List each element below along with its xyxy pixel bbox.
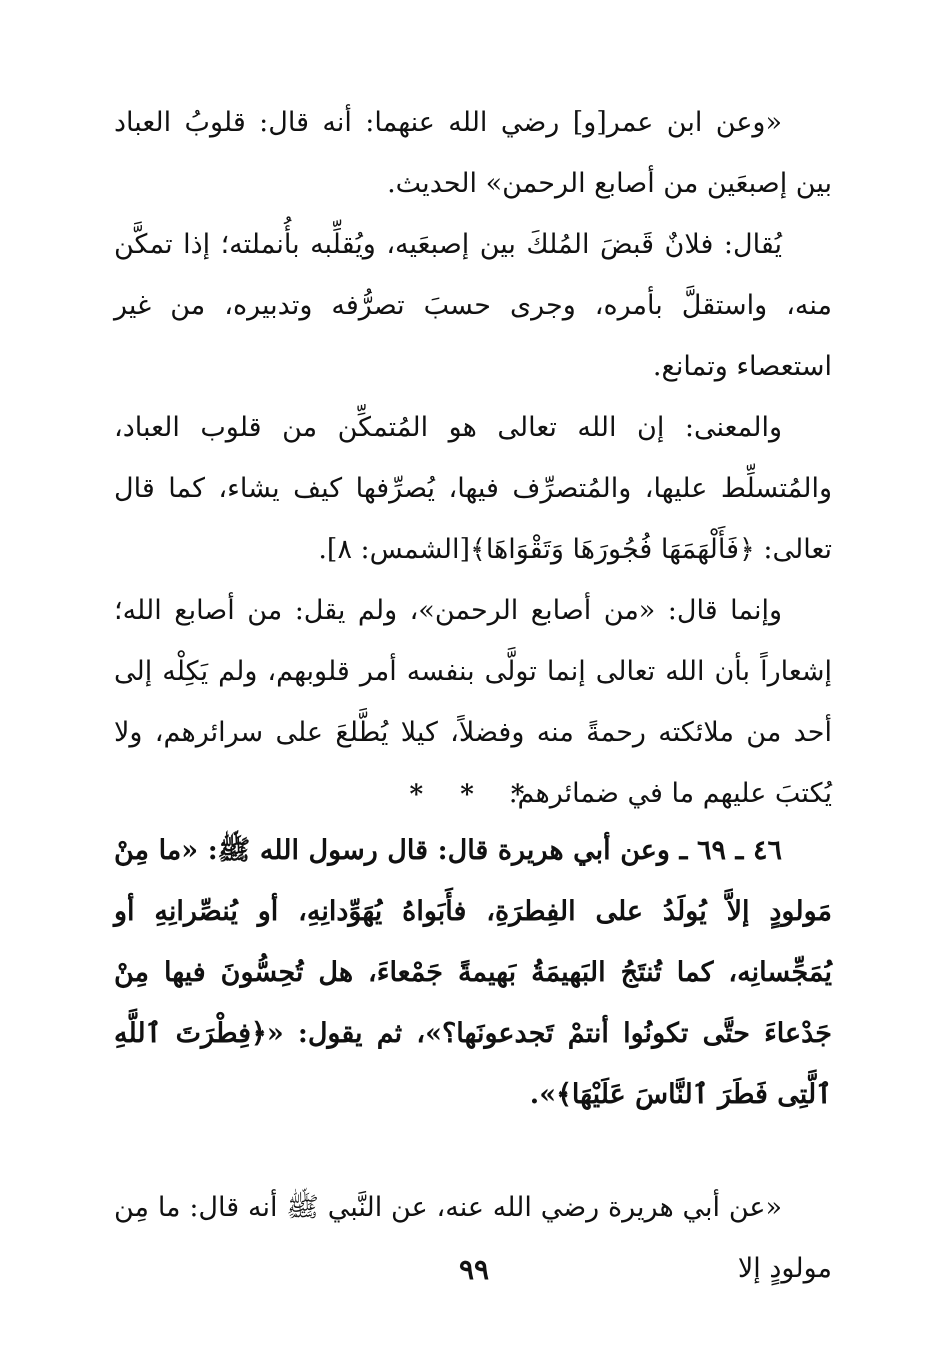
page-number: ٩٩ (458, 1253, 490, 1286)
hadith-fitrah-text: ٤٦ ـ ٦٩ ـ وعن أبي هريرة قال: قال رسول الله ﷺ: «ما مِنْ مَولودٍ إلاَّ يُولَدُ على الفِطرَةِ، فأَبَواهُ يُهَوِّدانِهِ، أو يُنصِّرانِهِ أو يُمَجِّسانِه، كما تُنتَجُ البَهيمَةُ بَهيمةً جَمْعاءَ، هل تُحِسُّونَ فيها مِنْ جَدْعاءَ حتَّى تكونُوا أنتمْ تَجدعونَها؟»، ثم يقول: «﴿فِطْرَتَ ٱللَّهِ ٱلَّتِى فَطَرَ ٱلنَّاسَ عَلَيْهَا﴾». (114, 835, 832, 1110)
section-separator: * * * (409, 780, 539, 810)
paragraph-meaning: والمعنى: إن الله تعالى هو المُتمكِّن من قلوب العباد، والمُتسلِّط عليها، والمُتصرِّف فيها، يُصرِّفها كيف يشاء، كما قال تعالى: ﴿فَأَلْهَمَهَا فُجُورَهَا وَتَقْوَاهَا﴾[الشمس: ٨]. (114, 412, 832, 565)
paragraph-fingers-of-rahman: وإنما قال: «من أصابع الرحمن»، ولم يقل: من أصابع الله؛ إشعاراً بأن الله تعالى إنما تولَّى بنفسه أمر قلوبهم، ولم يَكِلْه إلى أحد من ملائكته رحمةً منه وفضلاً، كيلا يُطَّلعَ على سرائرهم، ولا يُكتبَ عليهم ما في ضمائرهم. (114, 595, 832, 809)
commentary-section (114, 92, 832, 824)
hadith-section (114, 820, 832, 1125)
paragraph-linguistic-explanation: يُقال: فلانٌ قَبضَ المُلكَ بين إصبعَيه، ويُقلِّبه بأُنملته؛ إذا تمكَّن منه، واستقلَّ بأمره، وجرى حسبَ تصرُّفه وتدبيره، من غير استعصاء وتمانع. (114, 229, 832, 382)
paragraph-ibn-umar-hadith: «وعن ابن عمر[و] رضي الله عنهما: أنه قال: قلوبُ العباد بين إصبعَين من أصابع الرحمن» الحديث. (114, 107, 832, 199)
paragraph-abu-hurayrah-start: «عن أبي هريرة رضي الله عنه، عن النَّبي ﷺ أنه قال: ما مِن مولودٍ إلا (114, 1192, 832, 1284)
